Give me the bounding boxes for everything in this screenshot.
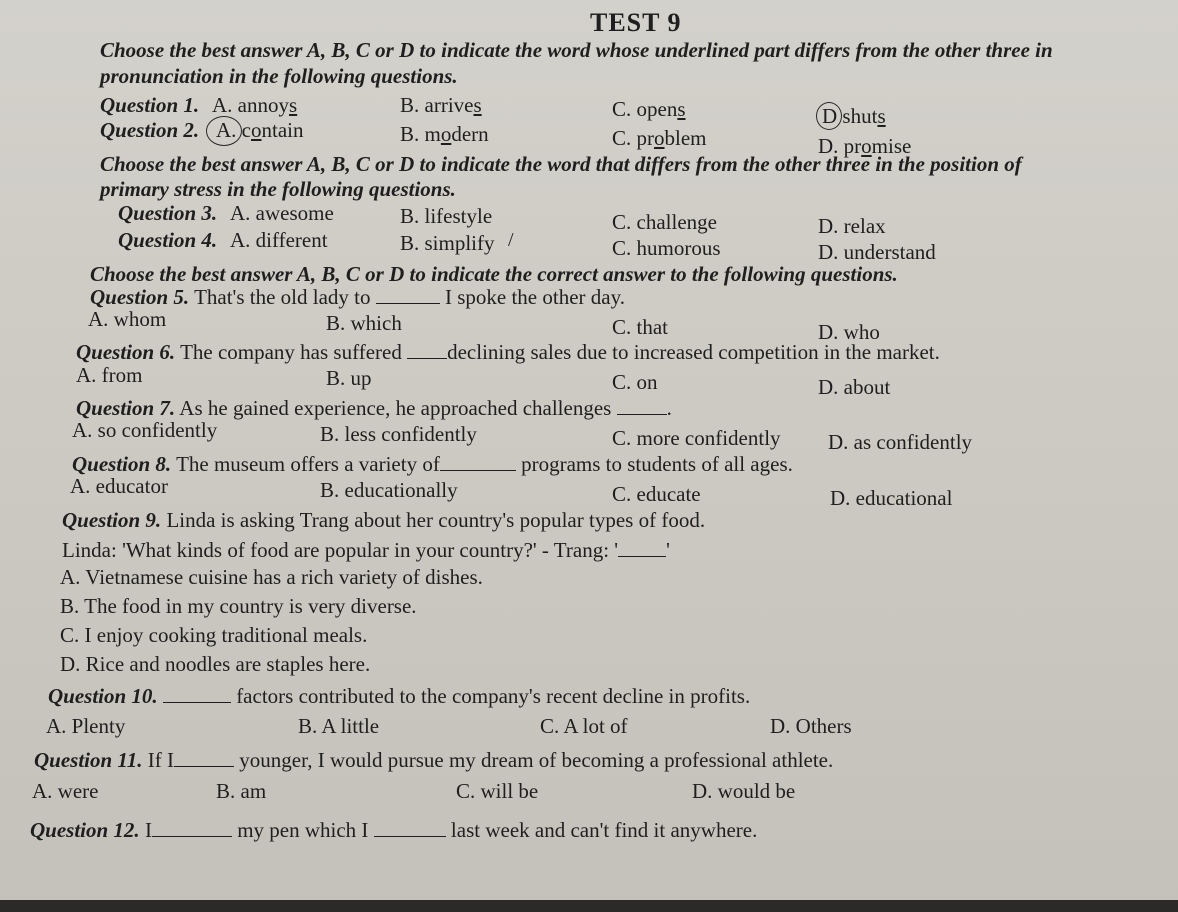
question-3-option-c: C. challenge [612, 210, 717, 234]
question-1-option-a: A. annoys [212, 93, 298, 117]
question-8-option-d: D. educational [830, 486, 953, 510]
question-11-option-c: C. will be [456, 779, 539, 803]
question-3-option-d: D. relax [818, 214, 886, 238]
question-8-option-a: A. educator [70, 474, 168, 498]
question-10-option-b: B. A little [298, 714, 380, 738]
instruction-stress-line1: Choose the best answer A, B, C or D to indicate the word that differs from the other three in the position of [100, 152, 1022, 176]
question-7-option-d: D. as confidently [828, 430, 973, 454]
question-4-option-b: B. simplify [400, 231, 495, 255]
question-11-option-d: D. would be [692, 779, 796, 803]
question-11-stem: Question 11. If I younger, I would pursue my dream of becoming a professional athlete. [34, 748, 834, 772]
question-3-option-a: A. awesome [230, 201, 334, 225]
question-10-stem: Question 10. factors contributed to the company's recent decline in profits. [48, 684, 751, 708]
question-9-option-b: B. The food in my country is very diverse. [60, 594, 417, 618]
pen-mark: / [508, 229, 514, 251]
question-10-option-c: C. A lot of [540, 714, 628, 738]
answer-circle-mark [206, 116, 242, 146]
question-10-option-a: A. Plenty [46, 714, 126, 738]
question-9-option-a: A. Vietnamese cuisine has a rich variety of dishes. [60, 565, 483, 589]
question-3-option-b: B. lifestyle [400, 204, 493, 228]
question-1-option-b: B. arrives [400, 93, 482, 117]
question-6-option-c: C. on [612, 370, 658, 394]
page-title: TEST 9 [590, 8, 682, 37]
question-5-option-b: B. which [326, 311, 402, 335]
question-7-stem: Question 7. As he gained experience, he approached challenges . [76, 396, 672, 420]
question-8-stem: Question 8. The museum offers a variety of programs to students of all ages. [72, 452, 793, 476]
question-8-option-b: B. educationally [320, 478, 458, 502]
question-5-option-a: A. whom [88, 307, 167, 331]
question-2-option-a: A. contain [216, 118, 304, 142]
question-6-option-a: A. from [76, 363, 143, 387]
question-7-option-a: A. so confidently [72, 418, 218, 442]
question-4-label: Question 4. [118, 228, 218, 252]
question-11-option-a: A. were [32, 779, 99, 803]
question-4-option-a: A. different [230, 228, 328, 252]
question-1-option-d: D shuts [822, 104, 886, 128]
question-5-stem: Question 5. That's the old lady to I spoke the other day. [90, 285, 625, 309]
question-9-option-d: D. Rice and noodles are staples here. [60, 652, 371, 676]
question-2-label: Question 2. [100, 118, 200, 142]
question-1-option-c: C. opens [612, 97, 686, 121]
question-6-option-b: B. up [326, 366, 372, 390]
instruction-pronunciation-line1: Choose the best answer A, B, C or D to indicate the word whose underlined part differs from the other three in [100, 38, 1053, 62]
instruction-correct-answer: Choose the best answer A, B, C or D to indicate the correct answer to the following questions. [90, 262, 898, 286]
question-11-option-b: B. am [216, 779, 267, 803]
instruction-pronunciation-line2: pronunciation in the following questions. [100, 64, 458, 88]
question-2-option-c: C. problem [612, 126, 707, 150]
question-2-option-d: D. promise [818, 134, 912, 158]
question-9-dialog: Linda: 'What kinds of food are popular in your country?' - Trang: ' ' [62, 538, 670, 562]
answer-circle-mark [816, 102, 842, 130]
question-8-option-c: C. educate [612, 482, 701, 506]
question-2-option-b: B. modern [400, 122, 489, 146]
question-10-option-d: D. Others [770, 714, 852, 738]
question-12-stem: Question 12. I my pen which I last week and can't find it anywhere. [30, 818, 758, 842]
question-3-label: Question 3. [118, 201, 218, 225]
bottom-edge-shadow [0, 900, 1178, 912]
question-5-option-d: D. who [818, 320, 880, 344]
question-7-option-b: B. less confidently [320, 422, 477, 446]
question-4-option-c: C. humorous [612, 236, 721, 260]
question-9-stem: Question 9. Linda is asking Trang about her country's popular types of food. [62, 508, 706, 532]
question-9-option-c: C. I enjoy cooking traditional meals. [60, 623, 368, 647]
question-7-option-c: C. more confidently [612, 426, 781, 450]
question-5-option-c: C. that [612, 315, 668, 339]
instruction-stress-line2: primary stress in the following questions. [100, 177, 456, 201]
question-6-stem: Question 6. The company has suffered declining sales due to increased competition in the market. [76, 340, 940, 364]
question-4-option-d: D. understand [818, 240, 936, 264]
question-6-option-d: D. about [818, 375, 891, 399]
question-1-label: Question 1. [100, 93, 200, 117]
